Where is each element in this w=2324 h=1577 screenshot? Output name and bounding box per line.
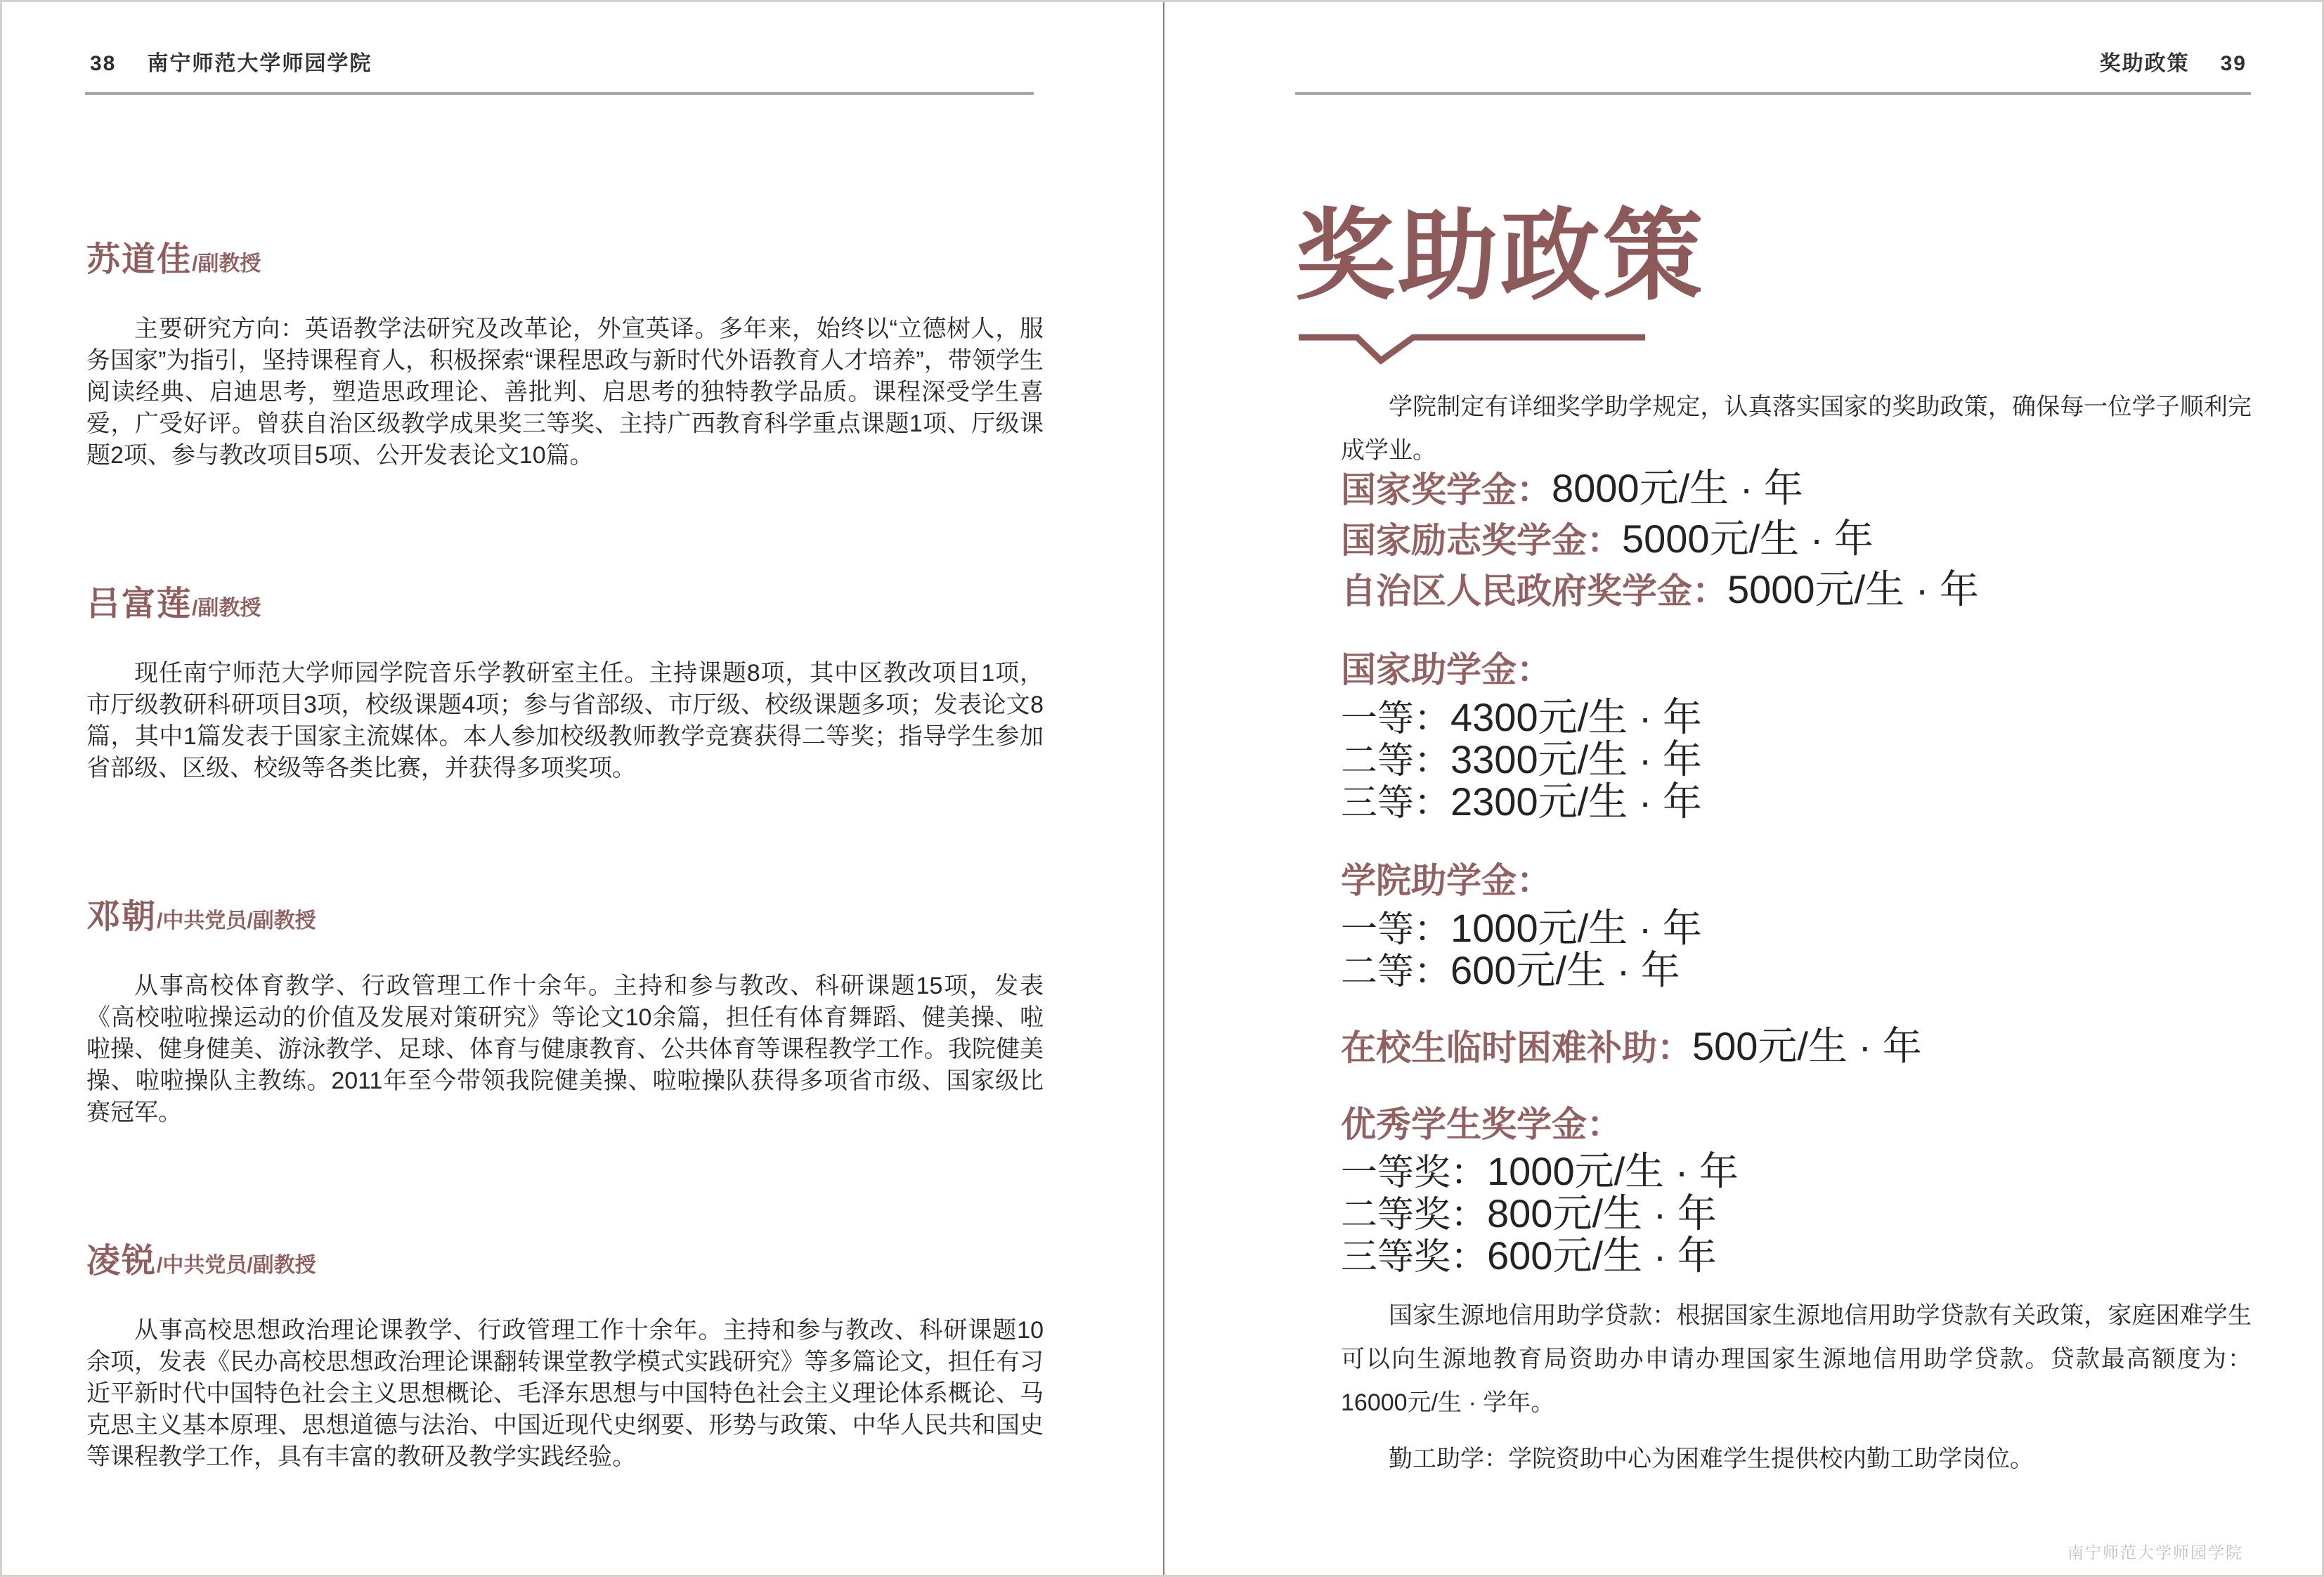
- award-value: 5000元/生 · 年: [1622, 517, 1874, 561]
- right-page-number: 39: [2220, 52, 2247, 75]
- faculty-titles: /副教授: [192, 597, 261, 620]
- temporary-aid-row: [1341, 1024, 1922, 1068]
- faculty-name: 凌锐: [86, 1242, 157, 1280]
- left-header-rule: [85, 92, 1034, 95]
- loan-paragraph: 国家生源地信用助学贷款：根据国家生源地信用助学贷款有关政策，家庭困难学生可以向生源地教育局资助办申请办理国家生源地信用助学贷款。贷款最高额度为：16000元/生 · 学年。: [1341, 1302, 2252, 1416]
- national-grant-tier2: [1341, 737, 1702, 781]
- page-gutter-divider: [1163, 2, 1164, 1577]
- intro-paragraph: 学院制定有详细奖学助学规定，认真落实国家的奖助政策，确保每一位学子顺利完成学业。: [1341, 394, 2252, 464]
- college-grant-tier1: [1341, 906, 1702, 950]
- tier-label: 三等：: [1341, 783, 1451, 824]
- faculty-name: 吕富莲: [86, 585, 193, 623]
- faculty-name: 邓朝: [86, 898, 157, 935]
- college-grant-tier2: [1341, 948, 1680, 992]
- faculty-bio: 现任南宁师范大学师园学院音乐学教研室主任。主持课题8项，其中区教改项目1项，市厅级教研科研项目3项，校级课题4项；参与省部级、市厅级、校级课题多项；发表论文8篇，其中1篇发表于国家主流媒体。本人参加校级教师教学竞赛获得二等奖；指导学生参加省部级、区级、校级等各类比赛，并获得多项奖项。: [86, 660, 1044, 781]
- award-label: 在校生临时困难补助：: [1341, 1028, 1692, 1067]
- faculty-section-deng-chao: [86, 900, 1044, 1129]
- excellent-tier2: [1341, 1191, 1717, 1235]
- faculty-heading: [86, 585, 1044, 623]
- faculty-section-lv-fulian: [86, 585, 1044, 784]
- tier-label: 一等：: [1341, 699, 1451, 739]
- excellent-tier3: [1341, 1233, 1717, 1278]
- tier-value: 1000元/生 · 年: [1487, 1149, 1739, 1193]
- right-header-label: 奖助政策: [2099, 52, 2190, 75]
- tier-value: 1000元/生 · 年: [1450, 906, 1702, 950]
- tier-label: 二等：: [1341, 741, 1451, 781]
- tier-label: 二等奖：: [1341, 1195, 1488, 1235]
- tier-label: 三等奖：: [1341, 1237, 1488, 1278]
- award-label: 自治区人民政府奖学金：: [1341, 571, 1727, 611]
- award-label: 国家奖学金：: [1341, 470, 1552, 510]
- left-running-header: [90, 46, 372, 77]
- national-grant-tier3: [1341, 779, 1702, 824]
- faculty-section-su-daojia: [86, 243, 1044, 472]
- tier-value: 800元/生 · 年: [1487, 1191, 1717, 1235]
- tier-label: 一等奖：: [1341, 1153, 1488, 1193]
- faculty-bio: 从事高校体育教学、行政管理工作十余年。主持和参与教改、科研课题15项，发表《高校啦啦操运动的价值及发展对策研究》等论文10余篇，担任有体育舞蹈、健美操、啦啦操、健身健美、游泳教学、足球、体育与健康教育、公共体育等课程教学工作。我院健美操、啦啦操队主教练。2011年至今带领我院健美操、啦啦操队获得多项省市级、国家级比赛冠军。: [86, 973, 1044, 1126]
- left-page-number: 38: [90, 52, 117, 75]
- award-label: 国家励志奖学金：: [1341, 521, 1622, 560]
- right-header-rule: [1295, 92, 2251, 95]
- award-row-national-scholarship: [1341, 466, 1803, 510]
- faculty-heading: [86, 243, 1044, 277]
- tier-label: 一等：: [1341, 909, 1451, 950]
- right-running-header: [2100, 46, 2247, 77]
- faculty-heading: [86, 1242, 1044, 1280]
- tier-value: 2300元/生 · 年: [1450, 779, 1702, 824]
- faculty-titles: /副教授: [192, 252, 261, 275]
- excellent-tier1: [1341, 1149, 1739, 1193]
- faculty-titles: /中共党员/副教授: [157, 1254, 316, 1277]
- excellent-scholarship-heading: 优秀学生奖学金：: [1341, 1105, 1622, 1144]
- tier-label: 二等：: [1341, 952, 1451, 992]
- tier-value: 3300元/生 · 年: [1450, 737, 1702, 781]
- national-grant-heading: 国家助学金：: [1341, 650, 1552, 689]
- award-value: 8000元/生 · 年: [1552, 466, 1803, 510]
- watermark: 南宁师范大学师园学院: [2067, 1543, 2243, 1562]
- faculty-heading: [86, 900, 1044, 934]
- page-title: 奖助政策: [1295, 200, 1706, 313]
- workstudy-paragraph: 勤工助学：学院资助中心为困难学生提供校内勤工助学岗位。: [1389, 1446, 2034, 1472]
- left-header-title: 南宁师范大学师园学院: [147, 52, 372, 75]
- faculty-name: 苏道佳: [86, 241, 193, 278]
- tier-value: 600元/生 · 年: [1487, 1233, 1717, 1278]
- college-grant-heading: 学院助学金：: [1341, 861, 1552, 900]
- faculty-section-ling-rui: [86, 1242, 1044, 1473]
- award-row-national-encouragement: [1341, 519, 1874, 559]
- award-row-region-government: [1341, 567, 1979, 611]
- tier-value: 600元/生 · 年: [1450, 948, 1680, 992]
- faculty-titles: /中共党员/副教授: [157, 909, 316, 933]
- national-grant-tier1: [1341, 695, 1702, 739]
- faculty-bio: 主要研究方向：英语教学法研究及改革论，外宣英译。多年来，始终以“立德树人，服务国家”为指引，坚持课程育人，积极探索“课程思政与新时代外语教育人才培养”，带领学生阅读经典、启迪思考，塑造思政理论、善批判、启思考的独特教学品质。课程深受学生喜爱，广受好评。曾获自治区级教学成果奖三等奖、主持广西教育科学重点课题1项、厅级课题2项、参与教改项目5项、公开发表论文10篇。: [86, 316, 1044, 469]
- award-value: 5000元/生 · 年: [1727, 567, 1979, 611]
- award-value: 500元/生 · 年: [1692, 1024, 1922, 1068]
- tier-value: 4300元/生 · 年: [1450, 695, 1702, 739]
- faculty-bio: 从事高校思想政治理论课教学、行政管理工作十余年。主持和参与教改、科研课题10余项，发表《民办高校思想政治理论课翻转课堂教学模式实践研究》等多篇论文，担任有习近平新时代中国特色社会主义思想概论、毛泽东思想与中国特色社会主义理论体系概论、马克思主义基本原理、思想道德与法治、中国近现代史纲要、形势与政策、中华人民共和国史等课程教学工作，具有丰富的教研及教学实践经验。: [86, 1317, 1044, 1470]
- wave-underline-icon: [1295, 331, 1649, 372]
